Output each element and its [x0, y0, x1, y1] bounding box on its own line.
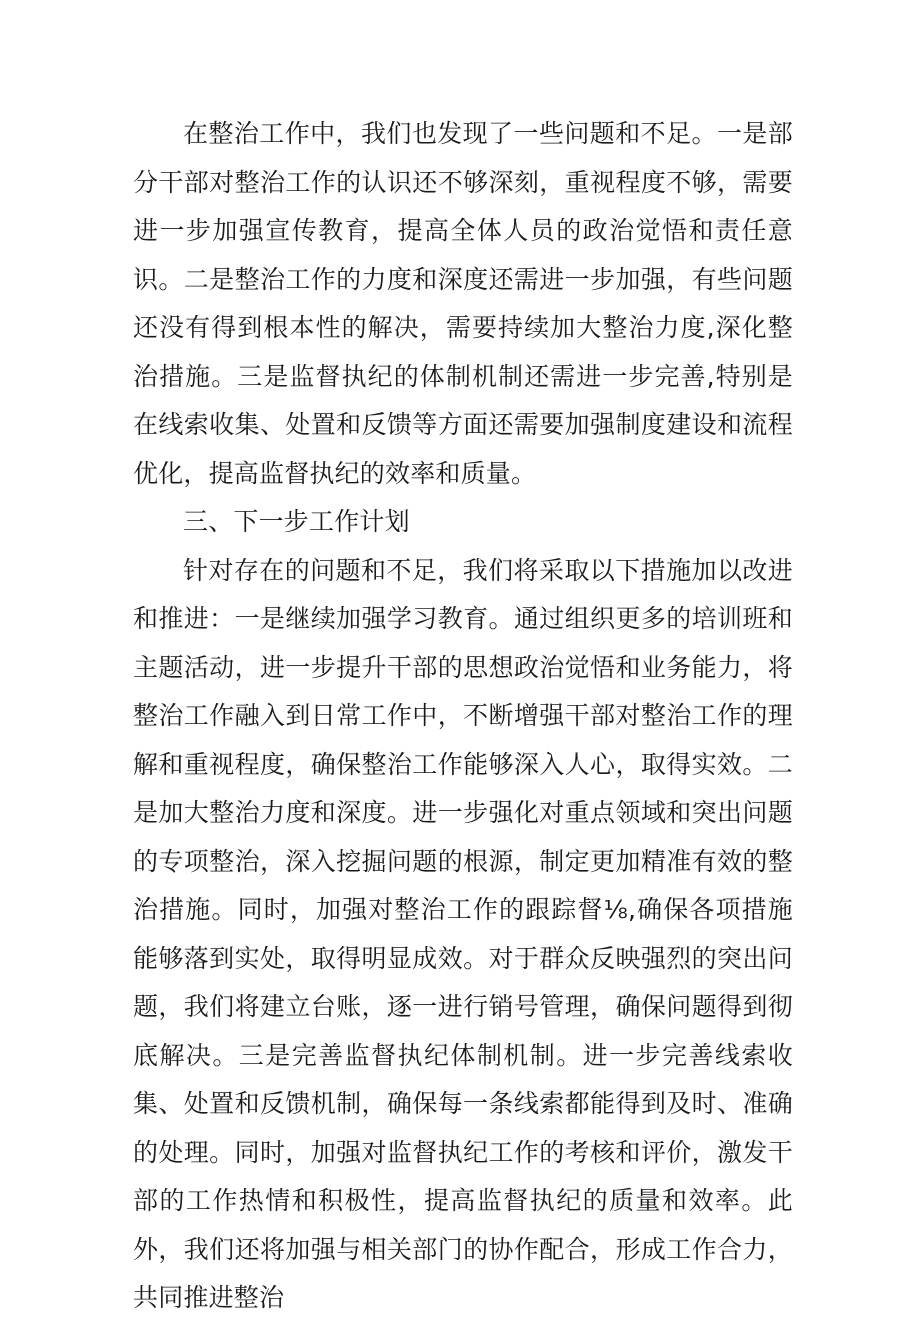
- section-heading-next-steps: 三、下一步工作计划: [183, 507, 410, 536]
- paragraph-problems: 在整治工作中，我们也发现了一些问题和不足。一是部分干部对整治工作的认识还不够深刻，重视程度不够，需要进一步加强宣传教育，提高全体人员的政治觉悟和责任意识。二是整治工作的力度和深度还需进一步加强，有些问题还没有得到根本性的解决，需要持续加大整治力度,深化整治措施。三是监督执纪的体制机制还需进一步完善,特别是在线索收集、处置和反馈等方面还需要加强制度建设和流程优化，提高监督执纪的效率和质量。: [133, 119, 793, 488]
- paragraph-measures: 针对存在的问题和不足，我们将采取以下措施加以改进和推进：一是继续加强学习教育。通过组织更多的培训班和主题活动，进一步提升干部的思想政治觉悟和业务能力，将整治工作融入到日常工作中，不断增强干部对整治工作的理解和重视程度，确保整治工作能够深入人心，取得实效。二是加大整治力度和深度。进一步强化对重点领域和突出问题的专项整治，深入挖掘问题的根源，制定更加精准有效的整治措施。同时，加强对整治工作的跟踪督⅛,确保各项措施能够落到实处，取得明显成效。对于群众反映强烈的突出问题，我们将建立台账，逐一进行销号管理，确保问题得到彻底解决。三是完善监督执纪体制机制。进一步完善线索收集、处置和反馈机制，确保每一条线索都能得到及时、准确的处理。同时，加强对监督执纪工作的考核和评价，激发干部的工作热情和积极性，提高监督执纪的质量和效率。此外，我们还将加强与相关部门的协作配合，形成工作合力，共同推进整治: [133, 555, 793, 1312]
- document-body: [133, 110, 793, 1323]
